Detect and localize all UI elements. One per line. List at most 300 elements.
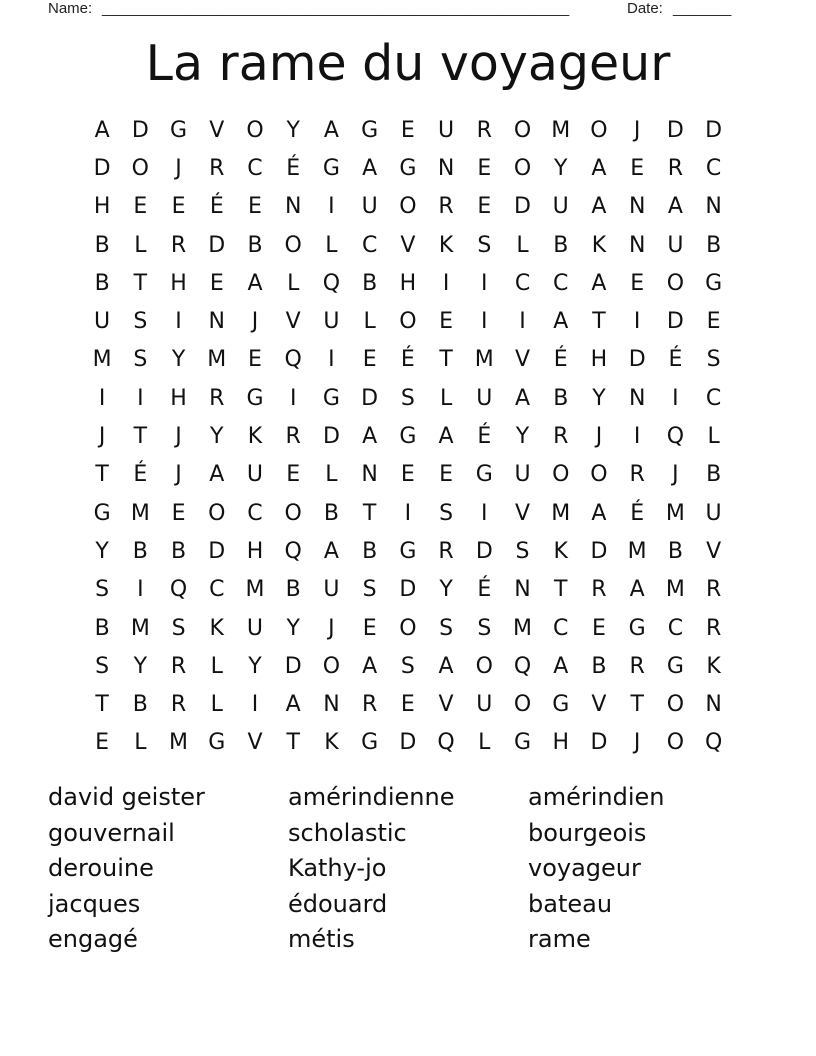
grid-letter: R — [170, 232, 187, 258]
grid-letter: B — [94, 615, 110, 641]
grid-letter: O — [246, 117, 264, 143]
grid-letter: D — [399, 577, 417, 603]
grid-letter: M — [169, 730, 189, 756]
grid-letter: E — [477, 155, 492, 181]
grid-letter: C — [667, 615, 684, 641]
grid-letter: U — [94, 309, 111, 335]
grid-letter: T — [554, 577, 568, 603]
grid-letter: É — [286, 155, 301, 181]
grid-letter: Q — [169, 577, 188, 603]
grid-letter: D — [208, 232, 226, 258]
grid-letter: D — [590, 730, 608, 756]
grid-letter: U — [667, 232, 684, 258]
grid-letter: G — [361, 117, 379, 143]
grid-row — [83, 149, 733, 187]
grid-letter: U — [323, 577, 340, 603]
grid-letter: J — [175, 155, 182, 181]
grid-letter: N — [705, 692, 722, 718]
grid-letter: C — [209, 577, 225, 603]
grid-row — [83, 111, 733, 149]
grid-letter: Y — [286, 615, 300, 641]
grid-letter: L — [210, 692, 223, 718]
grid-letter: V — [706, 538, 722, 564]
grid-letter: B — [591, 653, 607, 679]
grid-letter: S — [400, 653, 415, 679]
grid-letter: I — [442, 270, 450, 296]
grid-row — [83, 379, 733, 417]
grid-letter: Y — [286, 117, 300, 143]
grid-letter: O — [475, 653, 493, 679]
grid-letter: U — [438, 117, 455, 143]
grid-letter: A — [247, 270, 263, 296]
grid-letter: A — [362, 424, 378, 450]
word-list-item: engagé — [48, 925, 138, 954]
grid-letter: D — [208, 538, 226, 564]
grid-letter: R — [476, 117, 492, 143]
grid-letter: U — [476, 385, 493, 411]
grid-letter: K — [553, 538, 568, 564]
grid-letter: R — [705, 577, 722, 603]
grid-letter: L — [325, 462, 338, 488]
grid-letter: I — [251, 692, 259, 718]
grid-letter: V — [591, 692, 607, 718]
grid-letter: O — [322, 653, 341, 679]
grid-letter: B — [285, 577, 301, 603]
worksheet-header — [48, 0, 748, 18]
grid-letter: Y — [515, 424, 530, 450]
grid-letter: C — [705, 385, 722, 411]
grid-letter: R — [438, 194, 454, 220]
grid-letter: M — [130, 500, 150, 526]
grid-letter: S — [477, 232, 492, 258]
grid-letter: É — [668, 347, 683, 373]
grid-letter: E — [400, 117, 415, 143]
grid-letter: V — [400, 232, 416, 258]
grid-letter: G — [628, 615, 646, 641]
grid-letter: S — [95, 653, 110, 679]
grid-letter: I — [175, 309, 182, 335]
grid-letter: E — [400, 462, 415, 488]
grid-row — [83, 494, 733, 532]
grid-letter: B — [553, 385, 569, 411]
grid-letter: U — [323, 309, 340, 335]
grid-letter: G — [208, 730, 226, 756]
word-list — [48, 780, 768, 958]
grid-letter: O — [284, 232, 302, 258]
grid-letter: M — [207, 347, 227, 373]
grid-letter: D — [322, 424, 340, 450]
grid-letter: Y — [133, 653, 148, 679]
grid-letter: V — [285, 309, 301, 335]
grid-letter: O — [513, 117, 532, 143]
grid-letter: R — [629, 653, 645, 679]
grid-letter: J — [251, 309, 259, 335]
grid-letter: M — [130, 615, 150, 641]
grid-letter: H — [399, 270, 417, 296]
grid-letter: B — [362, 538, 378, 564]
grid-letter: O — [666, 692, 685, 718]
grid-letter: N — [514, 577, 531, 603]
grid-letter: R — [667, 155, 684, 181]
grid-letter: I — [481, 500, 488, 526]
grid-letter: R — [438, 538, 454, 564]
grid-letter: J — [595, 424, 603, 450]
grid-letter: M — [627, 538, 647, 564]
grid-letter: A — [553, 309, 569, 335]
grid-letter: E — [630, 270, 645, 296]
word-list-item: amérindienne — [288, 783, 455, 812]
grid-letter: D — [131, 117, 149, 143]
grid-letter: A — [591, 500, 607, 526]
word-list-item: rame — [528, 925, 591, 954]
grid-letter: H — [590, 347, 608, 373]
word-list-item: Kathy-jo — [288, 854, 387, 883]
grid-letter: N — [628, 385, 646, 411]
grid-letter: N — [628, 232, 646, 258]
word-list-row — [48, 816, 768, 852]
grid-letter: I — [672, 385, 679, 411]
grid-letter: I — [633, 424, 641, 450]
grid-letter: M — [551, 500, 571, 526]
grid-letter: E — [95, 730, 110, 756]
grid-letter: T — [133, 424, 148, 450]
grid-letter: B — [553, 232, 569, 258]
grid-letter: L — [516, 232, 529, 258]
grid-letter: C — [553, 615, 569, 641]
grid-letter: Y — [439, 577, 453, 603]
grid-letter: A — [285, 692, 301, 718]
grid-letter: E — [630, 155, 645, 181]
word-list-item: david geister — [48, 783, 205, 812]
grid-letter: A — [438, 653, 454, 679]
grid-letter: E — [171, 500, 186, 526]
grid-letter: G — [361, 730, 379, 756]
grid-letter: T — [439, 347, 453, 373]
grid-letter: K — [706, 653, 721, 679]
grid-letter: N — [284, 194, 302, 220]
grid-letter: A — [323, 117, 339, 143]
grid-letter: B — [171, 538, 187, 564]
grid-letter: I — [481, 270, 488, 296]
grid-letter: B — [94, 270, 110, 296]
grid-letter: E — [477, 194, 492, 220]
grid-letter: Q — [704, 730, 723, 756]
grid-letter: A — [94, 117, 110, 143]
grid-letter: G — [93, 500, 111, 526]
grid-letter: R — [170, 653, 187, 679]
name-label: Name: — [48, 0, 93, 17]
grid-letter: I — [289, 385, 297, 411]
grid-letter: E — [133, 194, 148, 220]
grid-letter: É — [209, 194, 224, 220]
grid-letter: R — [285, 424, 301, 450]
grid-letter: Q — [666, 424, 685, 450]
grid-letter: V — [514, 347, 531, 373]
grid-letter: D — [628, 347, 646, 373]
grid-row — [83, 341, 733, 379]
grid-letter: G — [705, 270, 723, 296]
grid-letter: C — [705, 155, 722, 181]
grid-letter: L — [363, 309, 376, 335]
grid-letter: O — [513, 692, 532, 718]
grid-letter: S — [400, 385, 415, 411]
date-blank-line: _______ — [673, 0, 732, 17]
grid-row — [83, 647, 733, 685]
grid-letter: R — [591, 577, 607, 603]
word-list-item: voyageur — [528, 854, 641, 883]
word-list-item: bateau — [528, 889, 613, 918]
grid-letter: Q — [284, 347, 302, 373]
grid-letter: O — [590, 462, 608, 488]
grid-letter: O — [131, 155, 149, 181]
grid-letter: T — [286, 730, 300, 756]
grid-letter: G — [475, 462, 493, 488]
grid-letter: V — [247, 730, 263, 756]
grid-letter: D — [666, 117, 684, 143]
grid-letter: B — [132, 538, 148, 564]
grid-letter: D — [361, 385, 379, 411]
grid-letter: I — [633, 309, 641, 335]
grid-letter: H — [246, 538, 264, 564]
grid-letter: Y — [554, 155, 568, 181]
grid-letter: M — [245, 577, 265, 603]
grid-letter: M — [474, 347, 494, 373]
grid-letter: E — [248, 347, 262, 373]
grid-letter: I — [481, 309, 488, 335]
grid-letter: I — [404, 500, 412, 526]
grid-letter: A — [438, 424, 454, 450]
grid-letter: M — [665, 500, 685, 526]
grid-letter: G — [246, 385, 264, 411]
grid-letter: O — [590, 117, 608, 143]
grid-row — [83, 188, 733, 226]
word-list-row — [48, 780, 768, 816]
grid-letter: O — [399, 194, 417, 220]
grid-letter: S — [133, 309, 148, 335]
grid-letter: N — [437, 155, 455, 181]
grid-letter: S — [439, 615, 454, 641]
grid-row — [83, 724, 733, 762]
grid-letter: C — [247, 500, 263, 526]
grid-letter: D — [475, 538, 493, 564]
grid-letter: G — [399, 155, 417, 181]
grid-letter: R — [209, 385, 225, 411]
grid-letter: R — [629, 462, 645, 488]
grid-letter: U — [246, 462, 264, 488]
grid-letter: D — [399, 730, 417, 756]
grid-letter: H — [170, 385, 187, 411]
grid-letter: L — [478, 730, 491, 756]
grid-letter: H — [552, 730, 569, 756]
grid-letter: G — [399, 424, 417, 450]
grid-letter: B — [667, 538, 683, 564]
grid-letter: S — [439, 500, 454, 526]
grid-letter: D — [666, 309, 684, 335]
grid-letter: L — [287, 270, 300, 296]
word-list-item: amérindien — [528, 783, 665, 812]
date-label: Date: — [627, 0, 663, 17]
grid-letter: J — [98, 424, 106, 450]
grid-letter: U — [705, 500, 722, 526]
word-list-item: métis — [288, 925, 355, 954]
grid-letter: L — [439, 385, 453, 411]
grid-letter: Y — [592, 385, 606, 411]
grid-letter: É — [477, 424, 492, 450]
grid-letter: J — [633, 730, 641, 756]
grid-letter: K — [324, 730, 339, 756]
grid-letter: O — [513, 155, 532, 181]
grid-letter: L — [325, 232, 338, 258]
word-list-row — [48, 887, 768, 923]
grid-letter: O — [552, 462, 570, 488]
word-list-item: jacques — [48, 889, 141, 918]
grid-letter: S — [477, 615, 492, 641]
word-list-item: édouard — [288, 889, 388, 918]
grid-letter: G — [322, 155, 340, 181]
grid-letter: A — [323, 538, 339, 564]
word-list-item: gouvernail — [48, 818, 175, 847]
grid-letter: G — [666, 653, 684, 679]
grid-letter: E — [209, 270, 224, 296]
grid-letter: U — [361, 194, 378, 220]
grid-row — [83, 609, 733, 647]
grid-letter: N — [705, 194, 722, 220]
grid-letter: O — [208, 500, 226, 526]
grid-letter: N — [628, 194, 646, 220]
grid-letter: A — [591, 194, 607, 220]
grid-row — [83, 264, 733, 302]
grid-letter: G — [322, 385, 340, 411]
grid-letter: A — [514, 385, 531, 411]
grid-letter: K — [438, 232, 454, 258]
word-list-row — [48, 922, 768, 958]
grid-letter: A — [629, 577, 645, 603]
grid-letter: E — [706, 309, 721, 335]
grid-letter: Y — [95, 538, 109, 564]
grid-letter: O — [399, 309, 417, 335]
grid-letter: E — [362, 615, 377, 641]
grid-letter: V — [514, 500, 531, 526]
grid-letter: B — [94, 232, 110, 258]
grid-letter: V — [438, 692, 454, 718]
grid-letter: S — [133, 347, 148, 373]
name-blank-line: ________________________________________________________ — [102, 0, 570, 17]
grid-letter: S — [95, 577, 110, 603]
grid-letter: É — [133, 462, 148, 488]
grid-letter: J — [175, 462, 182, 488]
grid-letter: J — [672, 462, 679, 488]
grid-letter: E — [362, 347, 377, 373]
grid-letter: J — [175, 424, 182, 450]
grid-letter: T — [133, 270, 148, 296]
grid-letter: D — [705, 117, 723, 143]
grid-letter: L — [134, 730, 147, 756]
grid-letter: B — [323, 500, 339, 526]
grid-letter: L — [134, 232, 147, 258]
grid-letter: G — [399, 538, 417, 564]
grid-letter: B — [706, 232, 722, 258]
grid-letter: Q — [437, 730, 455, 756]
grid-letter: I — [137, 577, 144, 603]
grid-letter: H — [93, 194, 111, 220]
word-list-item: derouine — [48, 854, 154, 883]
grid-letter: J — [328, 615, 335, 641]
grid-letter: O — [284, 500, 302, 526]
grid-letter: T — [362, 500, 377, 526]
grid-letter: C — [553, 270, 569, 296]
grid-letter: É — [400, 347, 415, 373]
grid-letter: Y — [248, 653, 262, 679]
word-list-item: scholastic — [288, 818, 407, 847]
grid-letter: R — [209, 155, 225, 181]
grid-letter: K — [591, 232, 607, 258]
grid-letter: J — [633, 117, 641, 143]
grid-letter: E — [400, 692, 415, 718]
grid-letter: S — [515, 538, 530, 564]
grid-letter: T — [592, 309, 606, 335]
grid-letter: A — [667, 194, 683, 220]
grid-letter: R — [553, 424, 569, 450]
grid-letter: E — [171, 194, 186, 220]
grid-letter: V — [209, 117, 225, 143]
grid-letter: K — [209, 615, 224, 641]
grid-letter: É — [630, 500, 645, 526]
grid-letter: A — [591, 155, 607, 181]
word-list-item: bourgeois — [528, 818, 647, 847]
grid-letter: H — [170, 270, 187, 296]
grid-letter: G — [552, 692, 570, 718]
grid-letter: É — [553, 347, 568, 373]
grid-letter: D — [284, 653, 302, 679]
grid-letter: T — [95, 462, 109, 488]
grid-letter: A — [362, 653, 378, 679]
grid-letter: O — [399, 615, 417, 641]
grid-row — [83, 302, 733, 340]
grid-letter: A — [553, 653, 569, 679]
grid-letter: S — [706, 347, 721, 373]
grid-letter: E — [592, 615, 606, 641]
grid-letter: M — [551, 117, 571, 143]
grid-letter: Y — [171, 347, 186, 373]
grid-letter: E — [286, 462, 301, 488]
word-search-grid — [83, 111, 733, 762]
grid-letter: D — [590, 538, 608, 564]
grid-letter: D — [514, 194, 531, 220]
grid-row — [83, 417, 733, 455]
grid-letter: I — [328, 347, 335, 373]
grid-letter: U — [514, 462, 531, 488]
grid-letter: Q — [284, 538, 302, 564]
grid-letter: Y — [210, 424, 224, 450]
grid-row — [83, 226, 733, 264]
grid-letter: L — [210, 653, 223, 679]
grid-letter: É — [477, 577, 492, 603]
grid-letter: E — [439, 309, 454, 335]
grid-letter: R — [170, 692, 187, 718]
grid-letter: M — [665, 577, 685, 603]
grid-letter: C — [361, 232, 378, 258]
grid-letter: K — [247, 424, 263, 450]
grid-letter: I — [98, 385, 106, 411]
grid-letter: U — [476, 692, 493, 718]
grid-letter: O — [666, 730, 685, 756]
grid-row — [83, 685, 733, 723]
grid-letter: T — [630, 692, 644, 718]
grid-row — [83, 571, 733, 609]
grid-letter: M — [513, 615, 532, 641]
grid-letter: A — [591, 270, 607, 296]
grid-letter: O — [666, 270, 685, 296]
